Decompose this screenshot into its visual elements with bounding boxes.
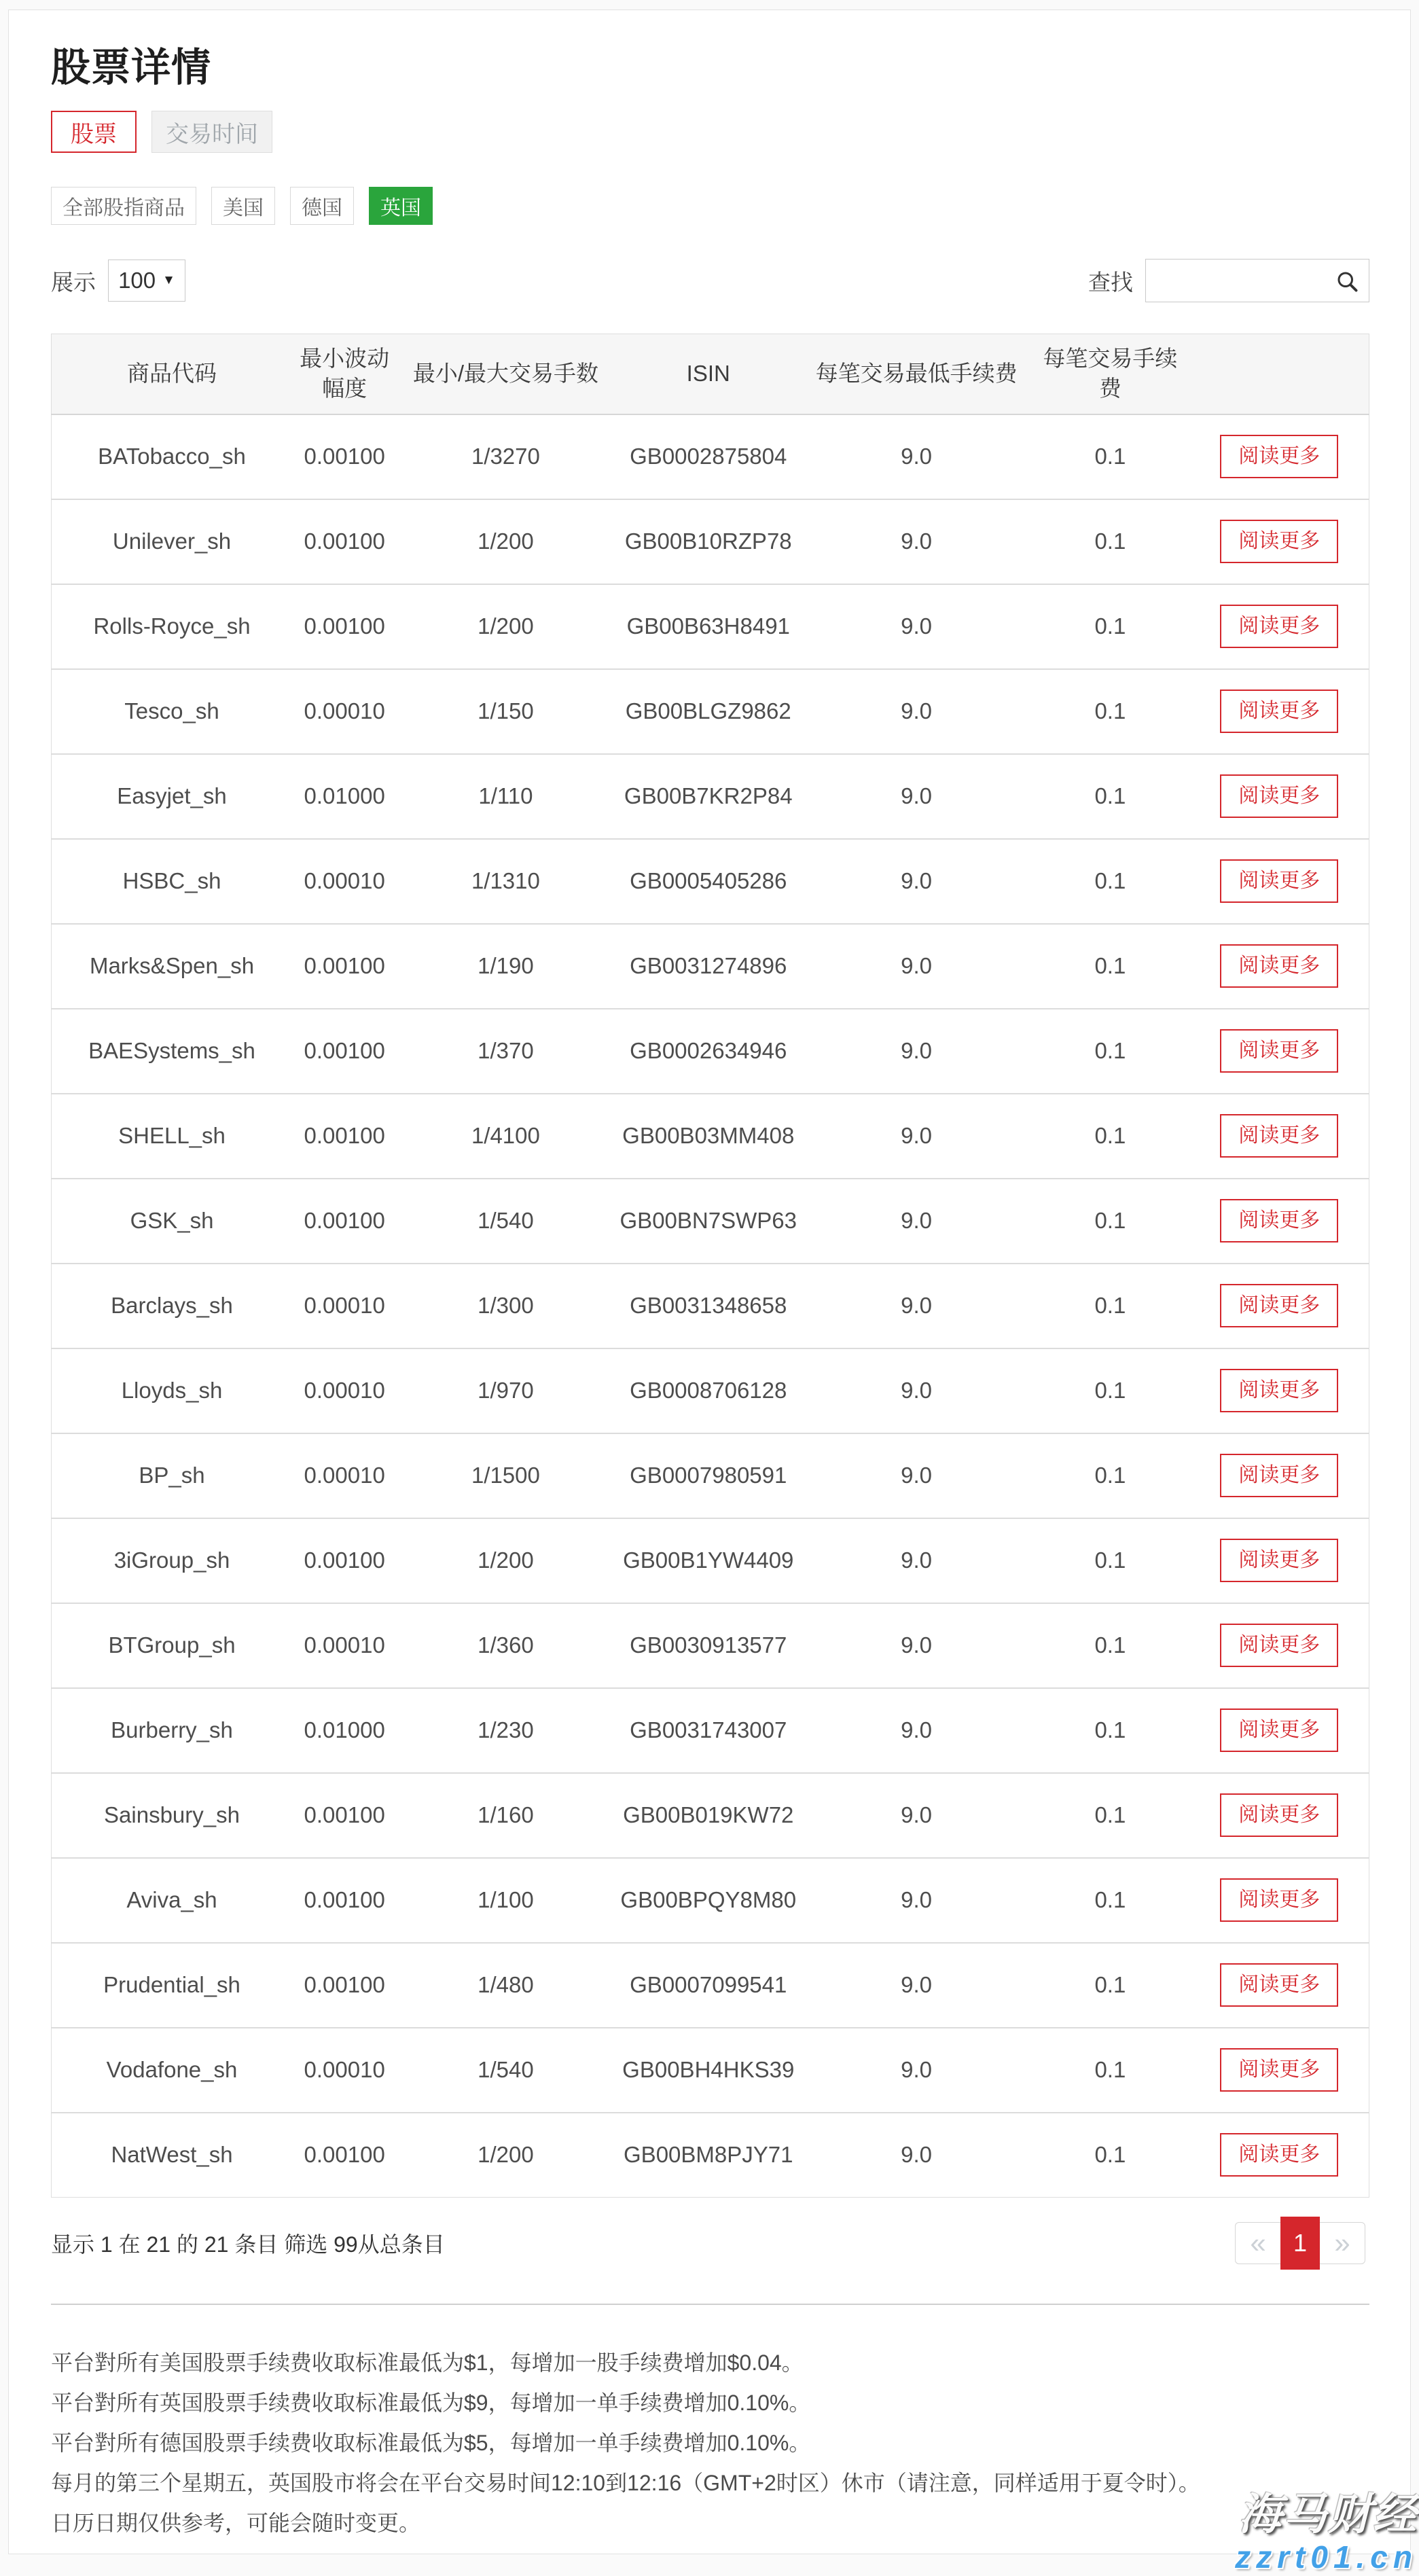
cell-lots: 1/190 — [478, 953, 534, 978]
content-card — [8, 10, 1411, 2554]
cell-min-move: 0.00100 — [304, 1123, 385, 1148]
cell-symbol: BTGroup_sh — [108, 1632, 236, 1658]
search-group — [1088, 259, 1369, 302]
cell-action — [1190, 924, 1369, 1009]
cell-min-fee: 9.0 — [901, 1887, 933, 1912]
cell-lots: 1/360 — [478, 1632, 534, 1658]
cell-min-move: 0.00010 — [304, 868, 385, 893]
cell-min-move: 0.00010 — [304, 1632, 385, 1658]
cell-action — [1190, 2028, 1369, 2113]
filter-uk[interactable]: 英国 — [369, 187, 433, 225]
cell-fee: 0.1 — [1094, 2142, 1126, 2168]
cell-action — [1190, 1433, 1369, 1518]
cell-symbol: Marks&Spen_sh — [89, 953, 255, 978]
page-title: 股票详情 — [51, 46, 212, 90]
cell-isin: GB00BLGZ9862 — [625, 698, 791, 723]
cell-action — [1190, 1688, 1369, 1773]
cell-fee: 0.1 — [1094, 2057, 1126, 2082]
cell-symbol: SHELL_sh — [118, 1123, 226, 1148]
cell-min-move: 0.00100 — [304, 1548, 385, 1573]
cell-fee: 0.1 — [1094, 1208, 1126, 1233]
cell-action — [1190, 1603, 1369, 1688]
table-info: 显示 1 在 21 的 21 条目 筛选 99从总条目 — [51, 2232, 445, 2257]
caret-down-icon: ▼ — [162, 273, 175, 287]
stock-row — [52, 1603, 1369, 1688]
cell-symbol: Sainsbury_sh — [104, 1802, 240, 1827]
stock-row — [52, 1179, 1369, 1264]
stock-row — [52, 1518, 1369, 1603]
cell-isin: GB0007980591 — [630, 1463, 787, 1488]
cell-lots: 1/100 — [478, 1887, 534, 1912]
read-more-button[interactable]: 阅读更多 — [1220, 605, 1338, 648]
cell-min-move: 0.00010 — [304, 1463, 385, 1488]
stock-row — [52, 1264, 1369, 1348]
read-more-button[interactable]: 阅读更多 — [1220, 1369, 1338, 1412]
cell-min-fee: 9.0 — [901, 1208, 933, 1233]
header-fee: 每笔交易手续费 — [1030, 334, 1189, 414]
cell-min-move: 0.01000 — [304, 783, 385, 808]
cell-isin: GB00BN7SWP63 — [619, 1208, 797, 1233]
cell-fee: 0.1 — [1094, 1378, 1126, 1403]
cell-min-fee: 9.0 — [901, 783, 933, 808]
cell-fee: 0.1 — [1094, 1038, 1126, 1063]
cell-min-fee: 9.0 — [901, 529, 933, 554]
cell-fee: 0.1 — [1094, 1548, 1126, 1573]
footer-note: 日历日期仅供参考，可能会随时变更。 — [51, 2511, 421, 2535]
cell-fee: 0.1 — [1094, 1802, 1126, 1827]
cell-lots: 1/3270 — [471, 444, 540, 469]
cell-lots: 1/540 — [478, 2057, 534, 2082]
filter-all-products[interactable]: 全部股指商品 — [51, 187, 196, 225]
cell-lots: 1/150 — [478, 698, 534, 723]
footer-note: 平台對所有英国股票手续费收取标准最低为$9，每增加一单手续费增加0.10%。 — [51, 2391, 811, 2415]
cell-symbol: Unilever_sh — [112, 529, 232, 554]
cell-min-fee: 9.0 — [901, 1123, 933, 1148]
cell-lots: 1/970 — [478, 1378, 534, 1403]
cell-lots: 1/540 — [478, 1208, 534, 1233]
stock-row — [52, 839, 1369, 924]
cell-fee: 0.1 — [1094, 1293, 1126, 1318]
cell-action — [1190, 2113, 1369, 2198]
cell-min-move: 0.00100 — [304, 1972, 385, 1997]
cell-isin: GB00B03MM408 — [622, 1123, 795, 1148]
cell-min-move: 0.00010 — [304, 1378, 385, 1403]
cell-isin: GB0030913577 — [630, 1632, 787, 1658]
cell-fee: 0.1 — [1094, 529, 1126, 554]
stock-table-body — [52, 414, 1369, 2198]
read-more-button[interactable]: 阅读更多 — [1220, 1624, 1338, 1667]
cell-min-move: 0.00100 — [304, 444, 385, 469]
cell-symbol: BAESystems_sh — [88, 1038, 255, 1063]
stock-row — [52, 414, 1369, 499]
show-label: 展示 — [51, 269, 96, 295]
stock-row — [52, 1943, 1369, 2028]
cell-action — [1190, 669, 1369, 754]
read-more-button[interactable]: 阅读更多 — [1220, 1029, 1338, 1073]
header-min-move: 最小波动幅度 — [292, 334, 397, 414]
cell-symbol: Lloyds_sh — [121, 1378, 223, 1403]
cell-min-fee: 9.0 — [901, 1972, 933, 1997]
cell-min-fee: 9.0 — [901, 1802, 933, 1827]
cell-fee: 0.1 — [1094, 1717, 1126, 1742]
cell-fee: 0.1 — [1094, 1632, 1126, 1658]
tab-stocks[interactable]: 股票 — [51, 111, 137, 153]
cell-fee: 0.1 — [1094, 444, 1126, 469]
cell-action — [1190, 1518, 1369, 1603]
stock-row — [52, 2028, 1369, 2113]
stock-row — [52, 2113, 1369, 2198]
read-more-button[interactable]: 阅读更多 — [1220, 1114, 1338, 1158]
cell-lots: 1/370 — [478, 1038, 534, 1063]
cell-lots: 1/110 — [478, 783, 533, 808]
pagination-page-1[interactable]: 1 — [1280, 2217, 1320, 2270]
header-action — [1190, 334, 1369, 414]
cell-min-fee: 9.0 — [901, 613, 933, 639]
cell-symbol: 3iGroup_sh — [113, 1548, 230, 1573]
cell-isin: GB0002875804 — [630, 444, 787, 469]
page-size-group — [51, 260, 185, 302]
pagination-next-button[interactable]: » — [1320, 2222, 1365, 2264]
stock-row — [52, 924, 1369, 1009]
cell-min-move: 0.01000 — [304, 1717, 385, 1742]
read-more-button[interactable]: 阅读更多 — [1220, 1284, 1338, 1327]
read-more-button[interactable]: 阅读更多 — [1220, 2048, 1338, 2092]
stock-row — [52, 1433, 1369, 1518]
pagination-prev-button[interactable]: « — [1236, 2222, 1280, 2264]
tab-trading-hours[interactable]: 交易时间 — [151, 111, 272, 153]
cell-symbol: Rolls-Royce_sh — [93, 613, 251, 639]
cell-fee: 0.1 — [1094, 953, 1126, 978]
read-more-button[interactable]: 阅读更多 — [1220, 690, 1338, 733]
cell-action — [1190, 414, 1369, 499]
cell-min-move: 0.00100 — [304, 1208, 385, 1233]
cell-isin: GB0005405286 — [630, 868, 787, 893]
read-more-button[interactable]: 阅读更多 — [1220, 774, 1338, 818]
cell-min-fee: 9.0 — [901, 2057, 933, 2082]
cell-symbol: BP_sh — [139, 1463, 205, 1488]
cell-min-fee: 9.0 — [901, 1293, 933, 1318]
cell-min-move: 0.00100 — [304, 529, 385, 554]
cell-fee: 0.1 — [1094, 783, 1126, 808]
page-size-select[interactable] — [108, 260, 185, 302]
cell-isin: GB00B10RZP78 — [624, 529, 792, 554]
footer-note: 平台對所有美国股票手续费收取标准最低为$1，每增加一股手续费增加$0.04。 — [51, 2350, 804, 2375]
watermark-brand: 海马财经 — [1238, 2490, 1418, 2539]
read-more-button[interactable]: 阅读更多 — [1220, 520, 1338, 563]
cell-min-fee: 9.0 — [901, 953, 933, 978]
stock-table-header — [52, 334, 1369, 414]
cell-symbol: Burberry_sh — [111, 1717, 233, 1742]
cell-min-fee: 9.0 — [901, 1717, 933, 1742]
cell-min-move: 0.00100 — [304, 1802, 385, 1827]
cell-min-fee: 9.0 — [901, 1548, 933, 1573]
cell-symbol: Tesco_sh — [124, 698, 219, 723]
table-footer — [51, 2217, 1369, 2270]
bottom-strip — [0, 2555, 1419, 2576]
cell-min-move: 0.00100 — [304, 1887, 385, 1912]
stock-table — [51, 334, 1369, 2198]
read-more-button[interactable]: 阅读更多 — [1220, 1878, 1338, 1922]
cell-fee: 0.1 — [1094, 1123, 1126, 1148]
stock-row — [52, 1688, 1369, 1773]
cell-min-fee: 9.0 — [901, 698, 933, 723]
cell-lots: 1/4100 — [471, 1123, 540, 1148]
footer-notes — [51, 2305, 1369, 2536]
header-isin: ISIN — [615, 334, 802, 414]
stock-row — [52, 1094, 1369, 1179]
cell-action — [1190, 1094, 1369, 1179]
pagination — [1235, 2222, 1365, 2264]
cell-min-move: 0.00010 — [304, 698, 385, 723]
cell-symbol: Easyjet_sh — [117, 783, 227, 808]
cell-isin: GB0008706128 — [630, 1378, 787, 1403]
cell-min-move: 0.00100 — [304, 953, 385, 978]
cell-symbol: Barclays_sh — [111, 1293, 233, 1318]
cell-isin: GB0007099541 — [630, 1972, 787, 1997]
cell-isin: GB00BH4HKS39 — [622, 2057, 795, 2082]
tabs — [51, 111, 1369, 153]
read-more-button[interactable]: 阅读更多 — [1220, 1709, 1338, 1752]
stock-row — [52, 754, 1369, 839]
cell-fee: 0.1 — [1094, 613, 1126, 639]
stock-row — [52, 499, 1369, 584]
cell-min-fee: 9.0 — [901, 1038, 933, 1063]
cell-lots: 1/230 — [478, 1717, 534, 1742]
cell-min-fee: 9.0 — [901, 1632, 933, 1658]
stock-row — [52, 1009, 1369, 1094]
cell-isin: GB0031274896 — [630, 953, 787, 978]
stock-row — [52, 1773, 1369, 1858]
stock-row — [52, 1858, 1369, 1943]
read-more-button[interactable]: 阅读更多 — [1220, 1539, 1338, 1582]
read-more-button[interactable]: 阅读更多 — [1220, 1963, 1338, 2007]
cell-isin: GB0031348658 — [630, 1293, 787, 1318]
cell-fee: 0.1 — [1094, 1887, 1126, 1912]
cell-action — [1190, 1009, 1369, 1094]
cell-min-fee: 9.0 — [901, 444, 933, 469]
search-label: 查找 — [1088, 269, 1133, 295]
cell-lots: 1/200 — [478, 529, 534, 554]
stock-row — [52, 669, 1369, 754]
cell-action — [1190, 839, 1369, 924]
search-icon — [1335, 269, 1359, 293]
cell-min-move: 0.00100 — [304, 1038, 385, 1063]
cell-isin: GB00B7KR2P84 — [624, 783, 793, 808]
cell-symbol: GSK_sh — [130, 1208, 214, 1233]
cell-min-move: 0.00100 — [304, 613, 385, 639]
cell-min-fee: 9.0 — [901, 2142, 933, 2168]
cell-symbol: NatWest_sh — [111, 2142, 233, 2168]
cell-action — [1190, 584, 1369, 669]
cell-min-move: 0.00010 — [304, 1293, 385, 1318]
cell-lots: 1/480 — [478, 1972, 534, 1997]
cell-lots: 1/160 — [478, 1802, 534, 1827]
cell-lots: 1/300 — [478, 1293, 534, 1318]
read-more-button[interactable]: 阅读更多 — [1220, 944, 1338, 988]
read-more-button[interactable]: 阅读更多 — [1220, 2133, 1338, 2177]
header-lots: 最小/最大交易手数 — [397, 334, 614, 414]
footer-note: 平台對所有德国股票手续费收取标准最低为$5，每增加一单手续费增加0.10%。 — [51, 2431, 811, 2455]
cell-symbol: Vodafone_sh — [106, 2057, 238, 2082]
cell-min-fee: 9.0 — [901, 1463, 933, 1488]
market-filters — [51, 187, 1369, 225]
cell-lots: 1/200 — [478, 1548, 534, 1573]
cell-fee: 0.1 — [1094, 1972, 1126, 1997]
cell-lots: 1/1500 — [471, 1463, 540, 1488]
cell-lots: 1/1310 — [471, 868, 540, 893]
stock-row — [52, 1348, 1369, 1433]
cell-symbol: Prudential_sh — [103, 1972, 240, 1997]
cell-action — [1190, 1773, 1369, 1858]
read-more-button[interactable]: 阅读更多 — [1220, 1454, 1338, 1497]
cell-isin: GB00B019KW72 — [623, 1802, 794, 1827]
cell-isin: GB00B1YW4409 — [623, 1548, 794, 1573]
filter-germany[interactable]: 德国 — [290, 187, 354, 225]
cell-action — [1190, 754, 1369, 839]
cell-action — [1190, 1179, 1369, 1264]
cell-lots: 1/200 — [478, 2142, 534, 2168]
cell-isin: GB00B63H8491 — [626, 613, 790, 639]
cell-isin: GB00BPQY8M80 — [620, 1887, 797, 1912]
cell-action — [1190, 1348, 1369, 1433]
cell-min-move: 0.00100 — [304, 2142, 385, 2168]
cell-action — [1190, 1858, 1369, 1943]
read-more-button[interactable]: 阅读更多 — [1220, 435, 1338, 478]
cell-symbol: Aviva_sh — [126, 1887, 217, 1912]
cell-isin: GB00BM8PJY71 — [624, 2142, 793, 2168]
watermark-url: zzrt01.cn — [1235, 2539, 1418, 2575]
filter-us[interactable]: 美国 — [211, 187, 275, 225]
cell-fee: 0.1 — [1094, 1463, 1126, 1488]
stock-row — [52, 584, 1369, 669]
read-more-button[interactable]: 阅读更多 — [1220, 859, 1338, 903]
cell-isin: GB0031743007 — [630, 1717, 787, 1742]
header-row — [52, 334, 1369, 414]
cell-action — [1190, 1264, 1369, 1348]
read-more-button[interactable]: 阅读更多 — [1220, 1199, 1338, 1242]
cell-action — [1190, 1943, 1369, 2028]
toolbar — [51, 259, 1369, 302]
page-size-value: 100 — [118, 268, 156, 293]
read-more-button[interactable]: 阅读更多 — [1220, 1793, 1338, 1837]
header-symbol: 商品代码 — [52, 334, 293, 414]
cell-isin: GB0002634946 — [630, 1038, 787, 1063]
cell-min-fee: 9.0 — [901, 868, 933, 893]
cell-lots: 1/200 — [478, 613, 534, 639]
cell-symbol: HSBC_sh — [122, 868, 221, 893]
search-box — [1145, 259, 1369, 302]
cell-min-fee: 9.0 — [901, 1378, 933, 1403]
footer-note: 每月的第三个星期五，英国股市将会在平台交易时间12:10到12:16（GMT+2时区）休市（请注意，同样适用于夏令时）。 — [51, 2471, 1200, 2495]
cell-symbol: BATobacco_sh — [98, 444, 246, 469]
cell-fee: 0.1 — [1094, 698, 1126, 723]
cell-min-move: 0.00010 — [304, 2057, 385, 2082]
cell-fee: 0.1 — [1094, 868, 1126, 893]
cell-action — [1190, 499, 1369, 584]
header-min-fee: 每笔交易最低手续费 — [802, 334, 1030, 414]
